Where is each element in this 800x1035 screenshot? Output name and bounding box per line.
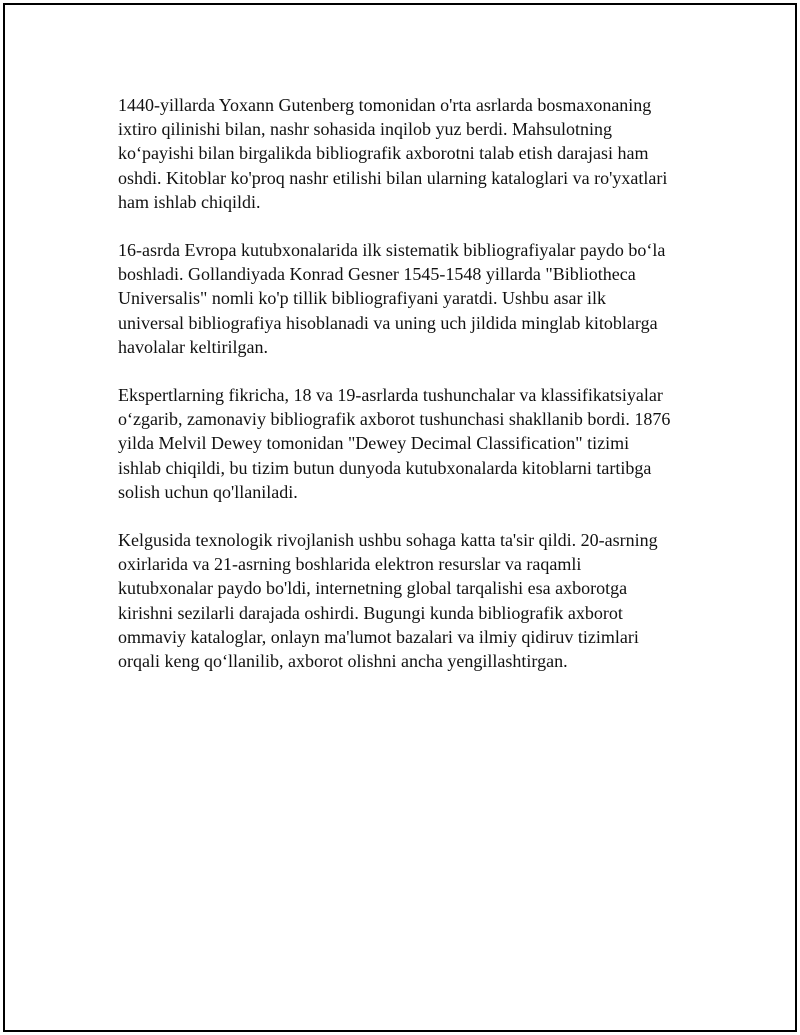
- paragraph-18-19th-century: Ekspertlarning fikricha, 18 va 19-asrlarda tushunchalar va klassifikatsiyalar o‘zgarib, zamonaviy bibliografik axborot tushunchasi shakllanib bordi. 1876 yilda Melvil Dewey tomonidan "Dewey Decimal Classification" tizimi ishlab chiqildi, bu tizim butun dunyoda kutubxonalarda kitoblarni tartibga solish uchun qo'llaniladi.: [118, 385, 671, 502]
- paragraph-technology: Kelgusida texnologik rivojlanish ushbu sohaga katta ta'sir qildi. 20-asrning oxirlarida va 21-asrning boshlarida elektron resurslar va raqamli kutubxonalar paydo bo'ldi, internetning global tarqalishi esa axborotga kirishni sezilarli darajada oshirdi. Bugungi kunda bibliografik axborot ommaviy kataloglar, onlayn ma'lumot bazalari va ilmiy qidiruv tizimlari orqali keng qo‘llanilib, axborot olishni ancha yengillashtirgan.: [118, 530, 658, 672]
- paragraph-gutenberg: 1440-yillarda Yoxann Gutenberg tomonidan o'rta asrlarda bosmaxonaning ixtiro qilinishi bilan, nashr sohasida inqilob yuz berdi. Mahsulotning ko‘payishi bilan birgalikda bibliografik axborotni talab etish darajasi ham oshdi. Kitoblar ko'proq nashr etilishi bilan ularning kataloglari va ro'yxatlari ham ishlab chiqildi.: [118, 95, 668, 212]
- paragraph-16th-century: 16-asrda Evropa kutubxonalarida ilk sistematik bibliografiyalar paydo bo‘la boshladi. Gollandiyada Konrad Gesner 1545-1548 yillarda "Bibliotheca Universalis" nomli ko'p tillik bibliografiyani yaratdi. Ushbu asar ilk universal bibliografiya hisoblanadi va uning uch jildida minglab kitoblarga havolalar keltirilgan.: [118, 240, 666, 357]
- document-body: [118, 93, 718, 697]
